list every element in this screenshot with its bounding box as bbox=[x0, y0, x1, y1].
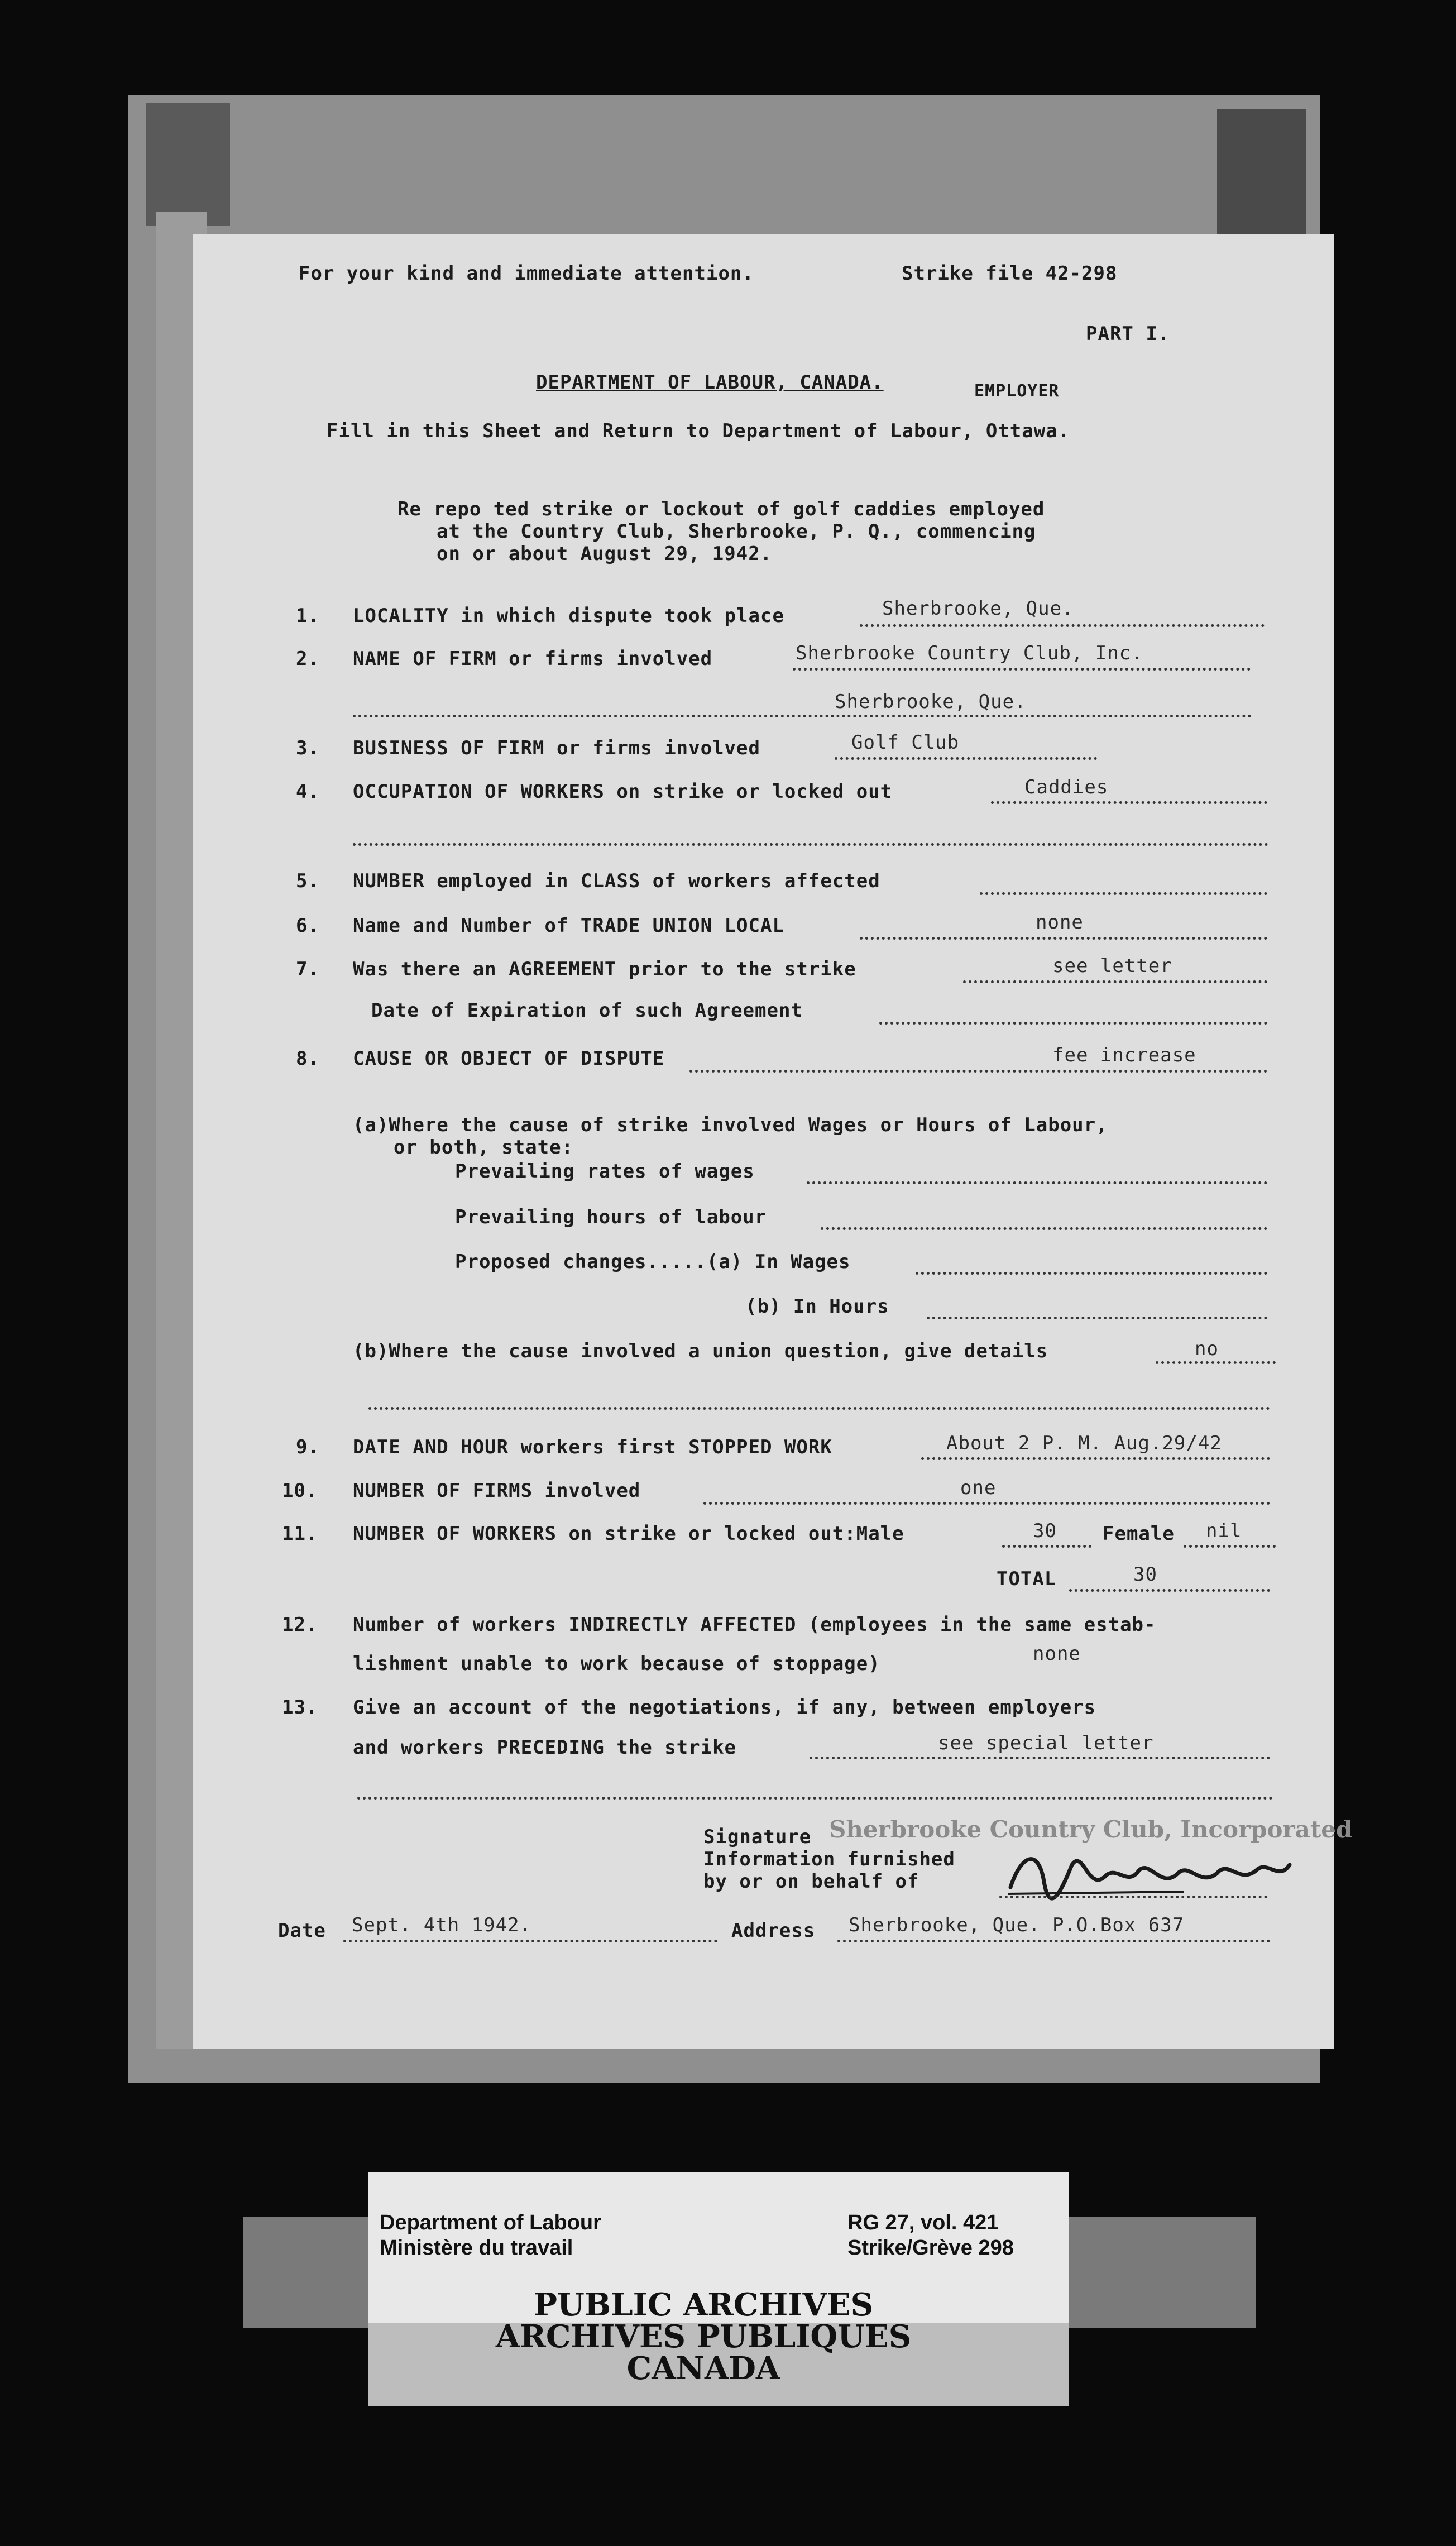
wages-hours-instruction: (a)Where the cause of strike involved Wages or Hours of Labour, bbox=[353, 1114, 1108, 1136]
firm-name-answer: Sherbrooke Country Club, Inc. bbox=[796, 642, 1143, 664]
employer-label: EMPLOYER bbox=[974, 381, 1060, 401]
item-number: 13. bbox=[282, 1696, 318, 1719]
answer-line bbox=[1069, 1589, 1270, 1592]
answer-line bbox=[810, 1757, 1270, 1759]
club-signature-stamp: Sherbrooke Country Club, Incorporated bbox=[829, 1816, 1353, 1843]
cause-answer: fee increase bbox=[1052, 1044, 1196, 1066]
answer-line bbox=[353, 843, 1268, 846]
strike-file-number: Strike file 42-298 bbox=[902, 262, 1118, 285]
item-number: 1. bbox=[296, 605, 320, 627]
answer-line bbox=[980, 892, 1267, 895]
indirectly-affected-question-2: lishment unable to work because of stoppage) bbox=[353, 1653, 880, 1675]
workers-on-strike-question: NUMBER OF WORKERS on strike or locked out:Male bbox=[353, 1523, 904, 1545]
answer-line bbox=[837, 1940, 1270, 1942]
female-count-answer: nil bbox=[1206, 1520, 1242, 1542]
agreement-question: Was there an AGREEMENT prior to the strike bbox=[353, 958, 856, 980]
negotiations-question-2: and workers PRECEDING the strike bbox=[353, 1736, 737, 1759]
on-behalf-label: by or on behalf of bbox=[703, 1870, 919, 1893]
answer-line bbox=[927, 1317, 1267, 1319]
locality-question: LOCALITY in which dispute took place bbox=[353, 605, 784, 627]
date-value: Sept. 4th 1942. bbox=[352, 1914, 532, 1936]
stopped-work-question: DATE AND HOUR workers first STOPPED WORK bbox=[353, 1436, 832, 1458]
address-value: Sherbrooke, Que. P.O.Box 637 bbox=[849, 1914, 1185, 1936]
prevailing-hours-label: Prevailing hours of labour bbox=[455, 1206, 767, 1228]
form-instruction: Fill in this Sheet and Return to Department of Labour, Ottawa. bbox=[327, 420, 1070, 442]
female-label: Female bbox=[1103, 1523, 1175, 1545]
answer-line bbox=[1002, 1545, 1091, 1548]
department-english: Department of Labour bbox=[380, 2211, 601, 2234]
address-label: Address bbox=[731, 1920, 816, 1942]
item-number: 8. bbox=[296, 1047, 320, 1070]
cause-question: CAUSE OR OBJECT OF DISPUTE bbox=[353, 1047, 665, 1070]
item-number: 6. bbox=[296, 915, 320, 937]
answer-line bbox=[1184, 1545, 1276, 1548]
answer-line bbox=[1156, 1361, 1276, 1364]
answer-line bbox=[860, 937, 1267, 940]
record-group-volume: RG 27, vol. 421 bbox=[847, 2211, 999, 2234]
intro-line-3: on or about August 29, 1942. bbox=[437, 543, 773, 565]
locality-answer: Sherbrooke, Que. bbox=[882, 597, 1074, 620]
item-number: 9. bbox=[296, 1436, 320, 1458]
trade-union-answer: none bbox=[1036, 911, 1084, 934]
archives-publiques-title: ARCHIVES PUBLIQUES bbox=[495, 2318, 912, 2355]
item-number: 11. bbox=[282, 1523, 318, 1545]
item-number: 10. bbox=[282, 1480, 318, 1502]
handwritten-signature bbox=[999, 1842, 1312, 1904]
firm-location-answer: Sherbrooke, Que. bbox=[835, 691, 1027, 713]
answer-line bbox=[963, 980, 1267, 983]
firms-involved-question: NUMBER OF FIRMS involved bbox=[353, 1480, 641, 1502]
item-number: 4. bbox=[296, 781, 320, 803]
firm-name-question: NAME OF FIRM or firms involved bbox=[353, 648, 713, 670]
canada-title: CANADA bbox=[626, 2350, 780, 2387]
signature-line bbox=[999, 1896, 1267, 1898]
torn-corner-left bbox=[146, 103, 230, 226]
item-number: 7. bbox=[296, 958, 320, 980]
answer-line bbox=[689, 1070, 1267, 1073]
answer-line bbox=[703, 1502, 1270, 1505]
department-title: DEPARTMENT OF LABOUR, CANADA. bbox=[536, 371, 884, 394]
answer-line bbox=[921, 1457, 1270, 1460]
agreement-answer: see letter bbox=[1052, 955, 1172, 977]
indirectly-affected-answer: none bbox=[1033, 1643, 1081, 1665]
intro-line-1: Re repo ted strike or lockout of golf caddies employed bbox=[397, 498, 1045, 520]
answer-line bbox=[991, 801, 1267, 804]
answer-line bbox=[807, 1181, 1267, 1184]
information-furnished-label: Information furnished bbox=[703, 1848, 955, 1870]
item-number: 5. bbox=[296, 870, 320, 892]
union-answer: no bbox=[1195, 1338, 1219, 1360]
signature-label: Signature bbox=[703, 1826, 812, 1848]
public-archives-title: PUBLIC ARCHIVES bbox=[533, 2286, 874, 2323]
strike-number: Strike/Grève 298 bbox=[847, 2236, 1014, 2260]
occupation-answer: Caddies bbox=[1024, 776, 1109, 798]
total-count-answer: 30 bbox=[1133, 1563, 1157, 1586]
wages-hours-instruction-2: or both, state: bbox=[394, 1136, 574, 1159]
answer-line bbox=[343, 1940, 717, 1942]
department-french: Ministère du travail bbox=[380, 2236, 573, 2260]
expiration-question: Date of Expiration of such Agreement bbox=[371, 999, 803, 1022]
proposed-hours-label: (b) In Hours bbox=[745, 1295, 889, 1318]
answer-line bbox=[353, 715, 1252, 717]
business-answer: Golf Club bbox=[851, 731, 960, 754]
item-number: 12. bbox=[282, 1614, 318, 1636]
indirectly-affected-question: Number of workers INDIRECTLY AFFECTED (employees in the same estab- bbox=[353, 1614, 1156, 1636]
stopped-work-answer: About 2 P. M. Aug.29/42 bbox=[946, 1432, 1222, 1454]
answer-line bbox=[368, 1407, 1270, 1410]
negotiations-answer: see special letter bbox=[938, 1732, 1154, 1754]
answer-line bbox=[835, 757, 1097, 760]
answer-line bbox=[916, 1272, 1267, 1275]
union-question: (b)Where the cause involved a union question, give details bbox=[353, 1340, 1048, 1362]
class-number-question: NUMBER employed in CLASS of workers affected bbox=[353, 870, 880, 892]
occupation-question: OCCUPATION OF WORKERS on strike or locked out bbox=[353, 781, 893, 803]
intro-line-2: at the Country Club, Sherbrooke, P. Q., commencing bbox=[437, 520, 1036, 543]
answer-line bbox=[357, 1797, 1273, 1800]
male-count-answer: 30 bbox=[1033, 1520, 1057, 1542]
answer-line bbox=[860, 624, 1265, 627]
answer-line bbox=[821, 1227, 1267, 1230]
negotiations-question: Give an account of the negotiations, if any, between employers bbox=[353, 1696, 1096, 1719]
item-number: 3. bbox=[296, 737, 320, 759]
torn-corner-right bbox=[1217, 109, 1306, 243]
part-label: PART I. bbox=[1086, 323, 1170, 345]
answer-line bbox=[879, 1022, 1267, 1025]
prevailing-rates-label: Prevailing rates of wages bbox=[455, 1160, 755, 1183]
date-label: Date bbox=[278, 1920, 326, 1942]
attention-note: For your kind and immediate attention. bbox=[299, 262, 754, 285]
trade-union-question: Name and Number of TRADE UNION LOCAL bbox=[353, 915, 784, 937]
answer-line bbox=[793, 668, 1251, 671]
business-question: BUSINESS OF FIRM or firms involved bbox=[353, 737, 760, 759]
proposed-wages-label: Proposed changes.....(a) In Wages bbox=[455, 1251, 851, 1273]
firms-involved-answer: one bbox=[960, 1477, 997, 1499]
item-number: 2. bbox=[296, 648, 320, 670]
total-label: TOTAL bbox=[997, 1568, 1057, 1590]
